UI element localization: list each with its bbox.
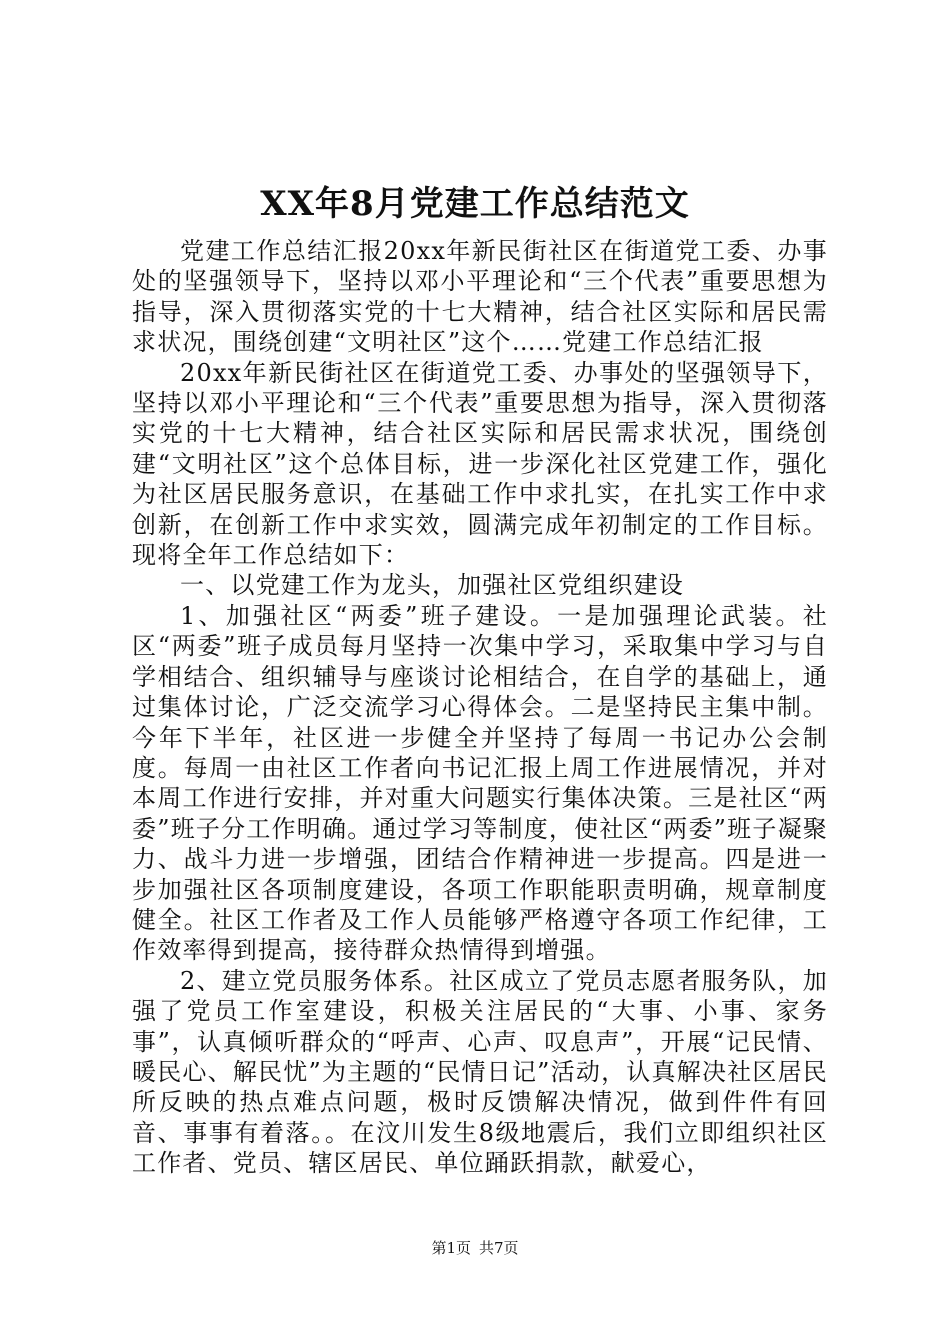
paragraph-item-1: 1、加强社区“两委”班子建设。一是加强理论武装。社区“两委”班子成员每月坚持一次集中学习，采取集中学习与自学相结合、组织辅导与座谈讨论相结合，在自学的基础上，通过集体讨论，广泛交流学习心得体会。二是坚持民主集中制。今年下半年，社区进一步健全并坚持了每周一书记办公会制度。每周一由社区工作者向书记汇报上周工作进展情况，并对本周工作进行安排，并对重大问题实行集体决策。三是社区“两委”班子分工作明确。通过学习等制度，使社区“两委”班子凝聚力、战斗力进一步增强，团结合作精神进一步提高。四是进一步加强社区各项制度建设，各项工作职能职责明确，规章制度健全。社区工作者及工作人员能够严格遵守各项工作纪律，工作效率得到提高，接待群众热情得到增强。 [132, 601, 828, 965]
document-title: XX年8月党建工作总结范文 [260, 184, 690, 224]
section-heading-1: 一、以党建工作为龙头，加强社区党组织建设 [180, 571, 684, 600]
document-body [132, 236, 828, 1179]
paragraph-overview: 20xx年新民街社区在街道党工委、办事处的坚强领导下，坚持以邓小平理论和“三个代表”重要思想为指导，深入贯彻落实党的十七大精神，结合社区实际和居民需求状况，围绕创建“文明社区”这个总体目标，进一步深化社区党建工作，强化为社区居民服务意识，在基础工作中求扎实，在扎实工作中求创新，在创新工作中求实效，圆满完成年初制定的工作目标。现将全年工作总结如下： [132, 358, 828, 570]
page-total: 共7页 [479, 1239, 519, 1257]
page-footer [0, 1238, 950, 1258]
page-number: 第1页 [431, 1239, 471, 1257]
paragraph-intro: 党建工作总结汇报20xx年新民街社区在街道党工委、办事处的坚强领导下，坚持以邓小平理论和“三个代表”重要思想为指导，深入贯彻落实党的十七大精神，结合社区实际和居民需求状况，围绕创建“文明社区”这个……党建工作总结汇报 [132, 237, 828, 357]
paragraph-item-2: 2、建立党员服务体系。社区成立了党员志愿者服务队，加强了党员工作室建设，积极关注居民的“大事、小事、家务事”，认真倾听群众的“呼声、心声、叹息声”，开展“记民情、暖民心、解民忧”为主题的“民情日记”活动，认真解决社区居民所反映的热点难点问题，极时反馈解决情况，做到件件有回音、事事有着落。。在汶川发生8级地震后，我们立即组织社区工作者、党员、辖区居民、单位踊跃捐款，献爱心， [132, 966, 828, 1178]
